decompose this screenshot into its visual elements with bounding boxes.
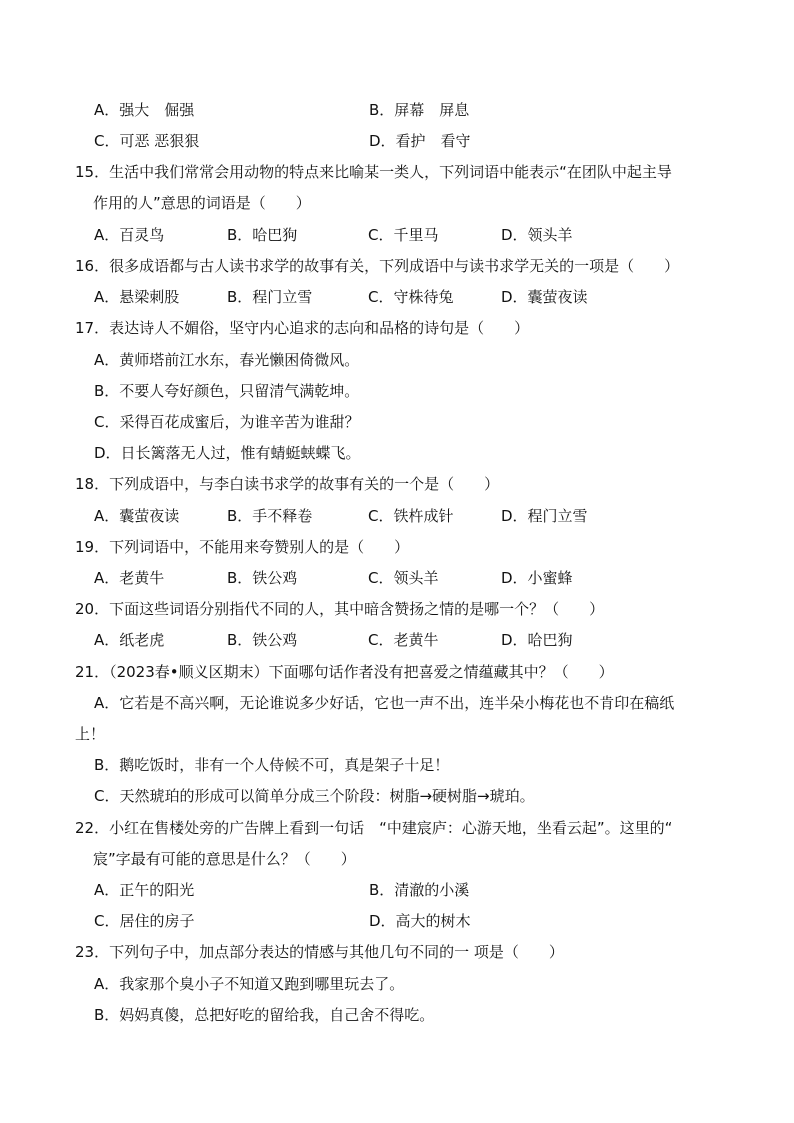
q22-option-b: B．清澈的小溪 [369, 881, 470, 899]
q21-option-a-line2: 上！ [75, 725, 106, 743]
q16-stem: 16．很多成语都与古人读书求学的故事有关，下列成语中与读书求学无关的一项是（ ） [75, 257, 680, 275]
q18-option-a: A．囊萤夜读 [94, 507, 180, 525]
q22-option-a: A．正午的阳光 [94, 881, 195, 899]
q14-option-b: B．屏幕 屏息 [369, 101, 470, 119]
q23-option-b: B．妈妈真傻，总把好吃的留给我，自己舍不得吃。 [94, 1006, 435, 1024]
q15-option-b: B．哈巴狗 [227, 226, 298, 244]
q20-option-c: C．老黄牛 [368, 631, 439, 649]
q22-options-row2 [94, 911, 694, 931]
q22-option-d: D．高大的树木 [369, 912, 471, 930]
q19-option-b: B．铁公鸡 [227, 569, 298, 587]
q17-option-a: A．黄师塔前江水东，春光懒困倚微风。 [94, 351, 360, 369]
q18-option-c: C．铁杵成针 [368, 507, 454, 525]
q23-stem: 23．下列句子中，加点部分表达的情感与其他几句不同的一 项是（ ） [75, 943, 564, 961]
q19-option-a: A．老黄牛 [94, 569, 165, 587]
q15-option-a: A．百灵鸟 [94, 226, 165, 244]
q15-stem-line2: 作用的人”意思的词语是（ ） [93, 194, 311, 212]
q16-option-a: A．悬梁刺股 [94, 288, 180, 306]
q14-option-c: C．可恶 恶狠狠 [94, 132, 200, 150]
q14-option-d: D．看护 看守 [369, 132, 471, 150]
q19-options [94, 568, 694, 588]
q16-option-b: B．程门立雪 [227, 288, 313, 306]
q16-options [94, 287, 694, 307]
q20-option-a: A．纸老虎 [94, 631, 165, 649]
q20-options [94, 630, 694, 650]
q22-option-c: C．居住的房子 [94, 912, 195, 930]
q21-option-c: C．天然琥珀的形成可以简单分成三个阶段：树脂→硬树脂→琥珀。 [94, 787, 535, 805]
q17-option-c: C．采得百花成蜜后，为谁辛苦为谁甜？ [94, 413, 360, 431]
q15-options [94, 225, 694, 245]
q17-stem: 17．表达诗人不媚俗，坚守内心追求的志向和品格的诗句是（ ） [75, 319, 530, 337]
q15-option-d: D．领头羊 [501, 226, 573, 244]
q21-option-b: B．鹅吃饭时，非有一个人侍候不可，真是架子十足！ [94, 756, 450, 774]
q20-stem: 20．下面这些词语分别指代不同的人，其中暗含赞扬之情的是哪一个？（ ） [75, 600, 605, 618]
q17-option-d: D．日长篱落无人过，惟有蜻蜓蛱蝶飞。 [94, 444, 361, 462]
q20-option-b: B．铁公鸡 [227, 631, 298, 649]
q16-option-d: D．囊萤夜读 [501, 288, 588, 306]
q19-stem: 19．下列词语中，不能用来夸赞别人的是（ ） [75, 538, 410, 556]
q14-option-a: A．强大 倔强 [94, 101, 195, 119]
q18-option-d: D．程门立雪 [501, 507, 588, 525]
q17-option-b: B．不要人夸好颜色，只留清气满乾坤。 [94, 382, 360, 400]
q23-option-a: A．我家那个臭小子不知道又跑到哪里玩去了。 [94, 975, 405, 993]
q21-option-a-line1: A．它若是不高兴啊，无论谁说多少好话，它也一声不出，连半朵小梅花也不肯印在稿纸 [94, 694, 675, 712]
q20-option-d: D．哈巴狗 [501, 631, 573, 649]
q14-options-row1 [94, 100, 694, 120]
q18-stem: 18．下列成语中，与李白读书求学的故事有关的一个是（ ） [75, 475, 500, 493]
q16-option-c: C．守株待兔 [368, 288, 454, 306]
q15-option-c: C．千里马 [368, 226, 439, 244]
q18-options [94, 506, 694, 526]
q19-option-c: C．领头羊 [368, 569, 439, 587]
q22-stem-line1: 22．小红在售楼处旁的广告牌上看到一句话 “中建宸庐：心游天地，坐看云起”。这里的“ [75, 819, 673, 837]
q19-option-d: D．小蜜蜂 [501, 569, 573, 587]
q21-stem: 21．（2023春•顺义区期末）下面哪句话作者没有把喜爱之情蕴藏其中？（ ） [75, 663, 614, 681]
q15-stem-line1: 15．生活中我们常常会用动物的特点来比喻某一类人，下列词语中能表示“在团队中起主导 [75, 163, 672, 181]
q18-option-b: B．手不释卷 [227, 507, 313, 525]
q22-options-row1 [94, 880, 694, 900]
q22-stem-line2: 宸”字最有可能的意思是什么？（ ） [93, 850, 356, 868]
q14-options-row2 [94, 131, 694, 151]
